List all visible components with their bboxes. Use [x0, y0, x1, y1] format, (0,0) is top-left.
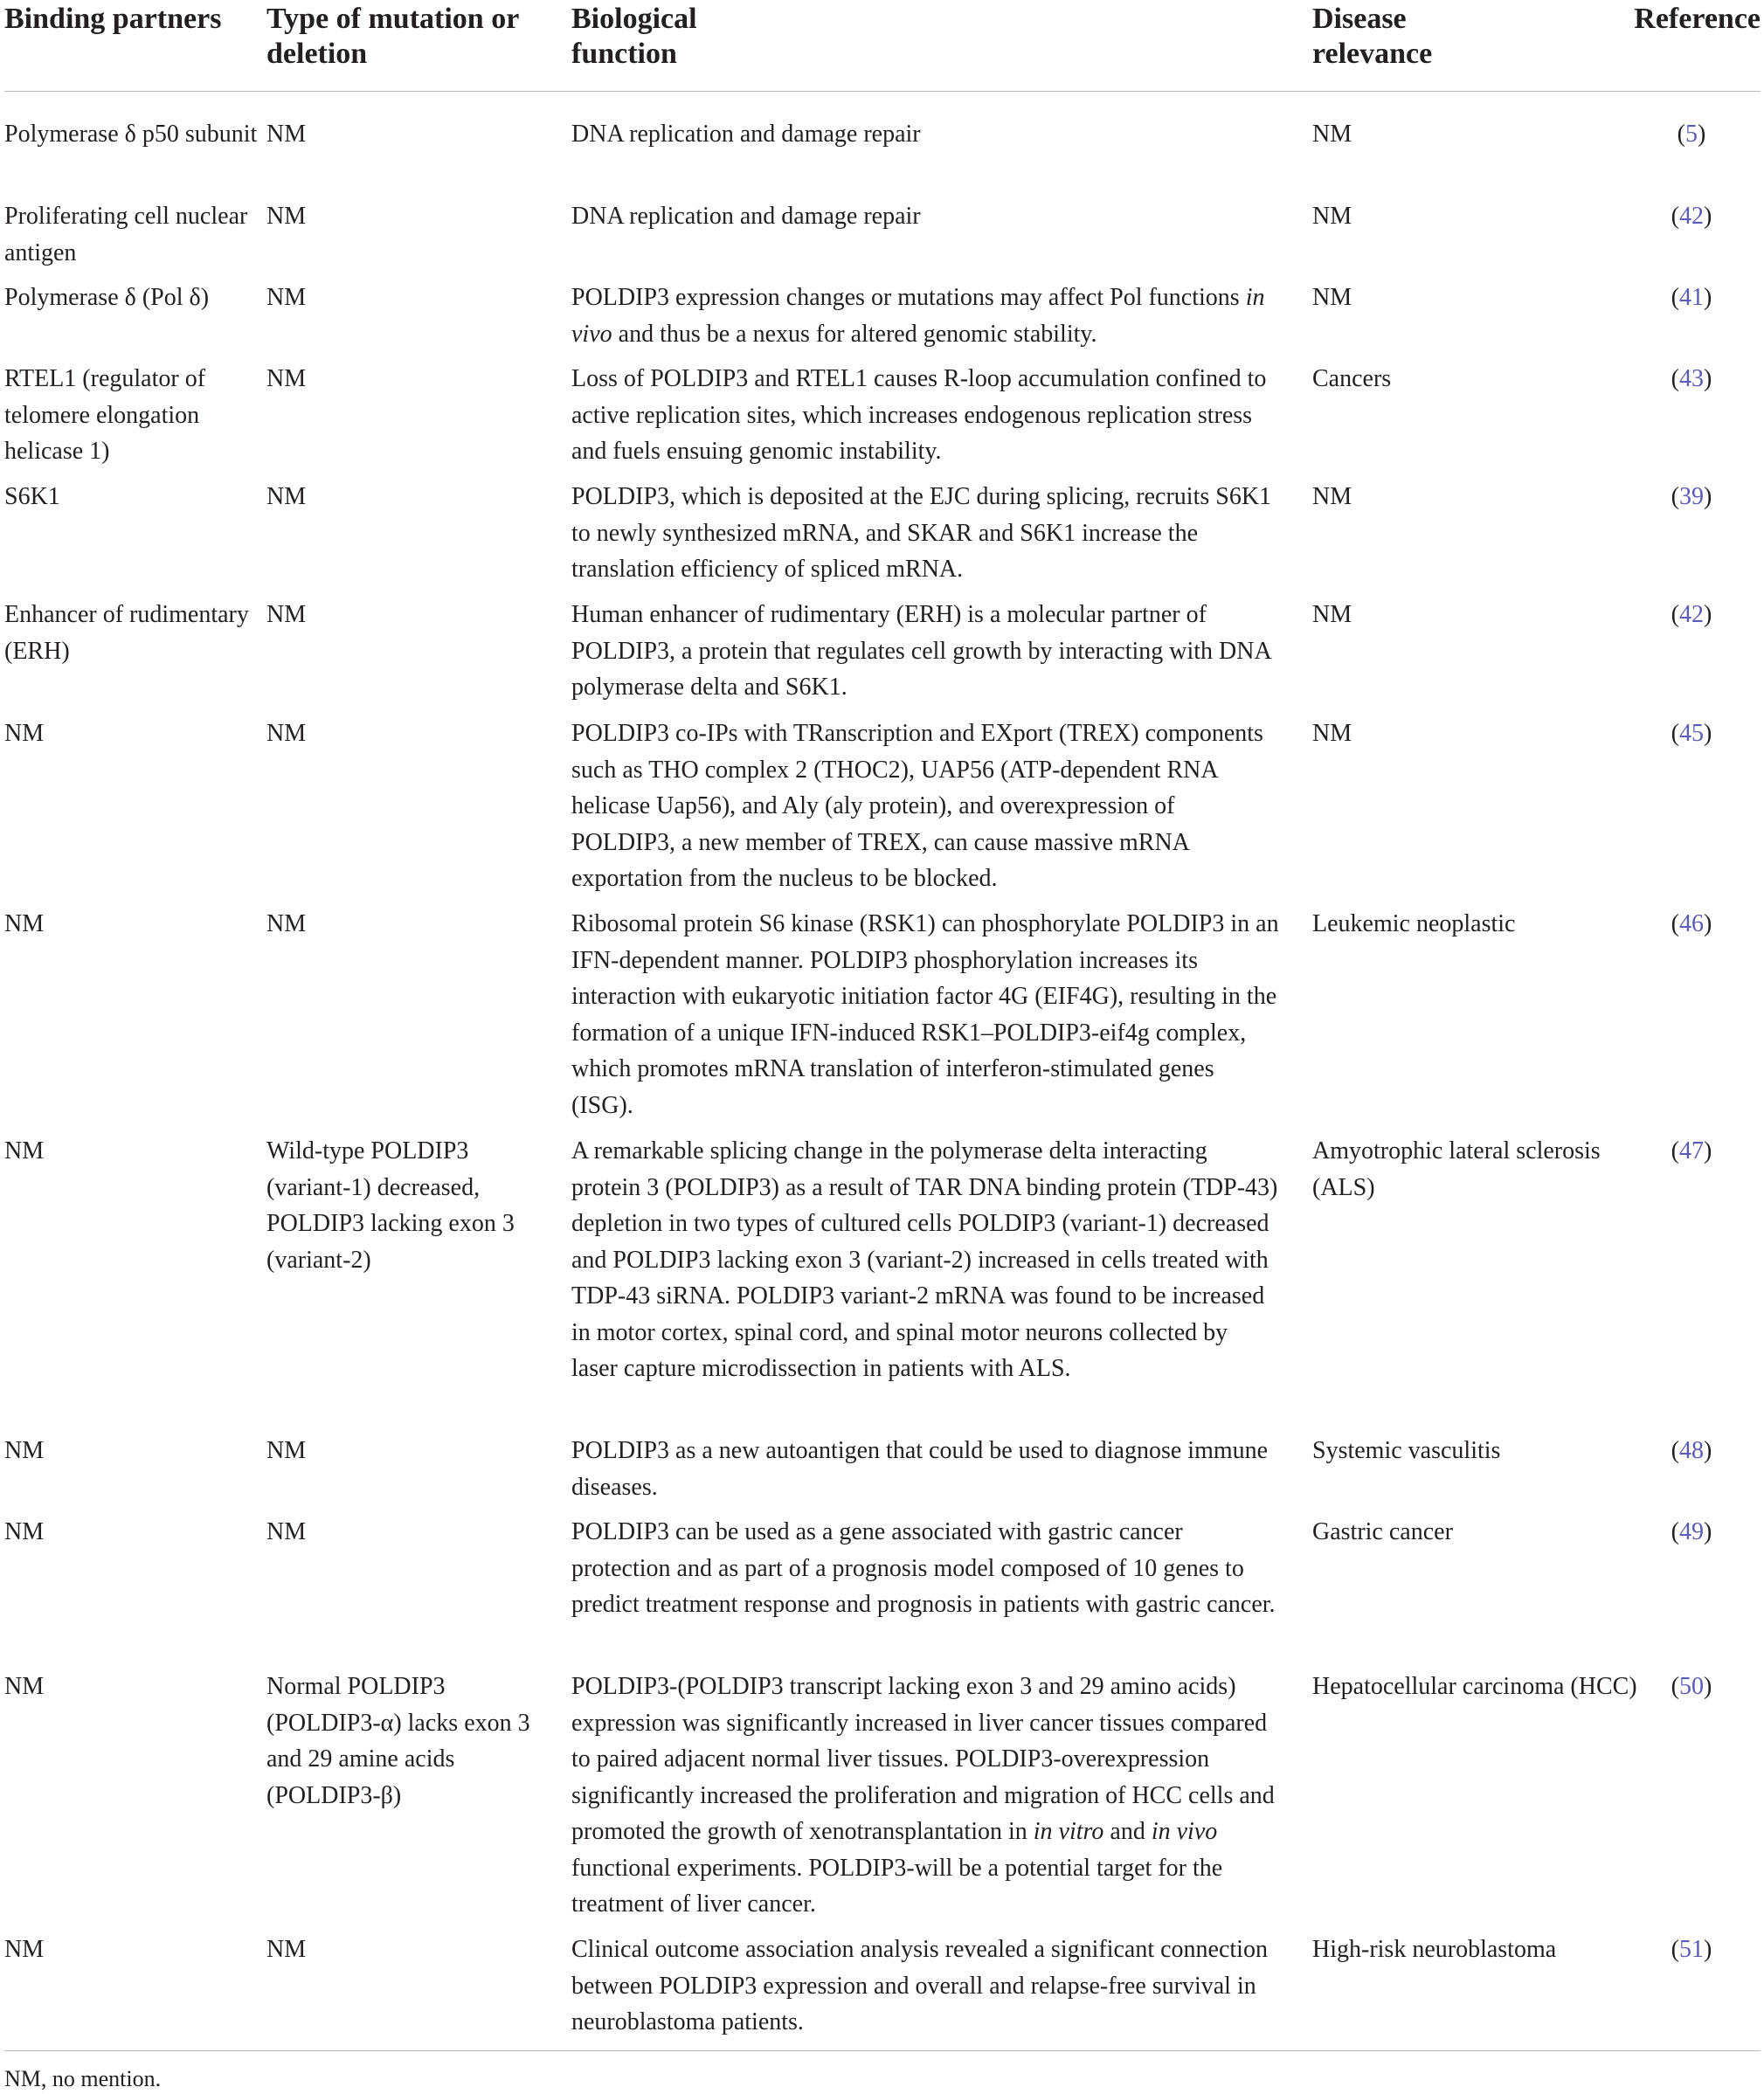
- cell-mutation: NM: [266, 601, 307, 628]
- header-disease-relevance: Disease relevance: [1312, 3, 1433, 70]
- cell-disease: Systemic vasculitis: [1312, 1437, 1501, 1464]
- cell-disease: NM: [1312, 720, 1352, 747]
- cell-disease: Amyotrophic lateral sclerosis (ALS): [1312, 1137, 1601, 1201]
- cell-function: DNA replication and damage repair: [571, 203, 921, 230]
- cell-disease: Leukemic neoplastic: [1312, 910, 1516, 937]
- header-reference: Reference: [1634, 3, 1761, 35]
- cell-function: Clinical outcome association analysis revealed a significant connection between POLDIP3 expression and overall and relapse-free survival in neuroblastoma patients.: [571, 1936, 1268, 2035]
- reference-link[interactable]: 42: [1679, 601, 1704, 628]
- table-row: [4, 597, 1761, 715]
- cell-reference[interactable]: (48): [1671, 1437, 1712, 1464]
- cell-reference[interactable]: (42): [1671, 203, 1712, 230]
- table-row: [4, 1433, 1761, 1514]
- cell-binding-partner: NM: [4, 1137, 45, 1164]
- cell-mutation: NM: [266, 1936, 307, 1963]
- cell-function: POLDIP3 co-IPs with TRanscription and EXport (TREX) components such as THO complex 2 (THOC2), UAP56 (ATP-dependent RNA helicase Uap56), and Aly (aly protein), and overexpression of POLDIP3, a new member of TREX, can cause massive mRNA exportation from the nucleus to be blocked.: [571, 720, 1263, 892]
- reference-link[interactable]: 50: [1679, 1673, 1704, 1700]
- reference-link[interactable]: 48: [1679, 1437, 1704, 1464]
- cell-disease: High-risk neuroblastoma: [1312, 1936, 1557, 1963]
- cell-disease: NM: [1312, 203, 1352, 230]
- table-row: [4, 116, 1761, 198]
- cell-disease: Gastric cancer: [1312, 1518, 1453, 1545]
- reference-link[interactable]: 41: [1679, 284, 1704, 311]
- cell-disease: NM: [1312, 601, 1352, 628]
- cell-reference[interactable]: (41): [1671, 284, 1712, 311]
- cell-mutation: NM: [266, 284, 307, 311]
- cell-function: Ribosomal protein S6 kinase (RSK1) can phosphorylate POLDIP3 in an IFN-dependent manner. POLDIP3 phosphorylation increases its interaction with eukaryotic initiation factor 4G (EIF4G), resulting in the formation of a unique IFN-induced RSK1–POLDIP3-eif4g complex, which promotes mRNA translation of interferon-stimulated genes (ISG).: [571, 910, 1279, 1119]
- cell-binding-partner: Polymerase δ p50 subunit: [4, 121, 258, 148]
- table-row: [4, 1133, 1761, 1433]
- cell-function: POLDIP3-(POLDIP3 transcript lacking exon 3 and 29 amino acids) expression was significantly increased in liver cancer tissues compared to paired adjacent normal liver tissues. POLDIP3-overexpression significantly increased the proliferation and migration of HCC cells and promoted the growth of xenotransplantation in in vitro and in vivo functional experiments. POLDIP3-will be a potential target for the treatment of liver cancer.: [571, 1673, 1275, 1918]
- cell-binding-partner: NM: [4, 910, 45, 937]
- reference-link[interactable]: 5: [1685, 121, 1698, 148]
- cell-binding-partner: NM: [4, 720, 45, 747]
- table-row: [4, 280, 1761, 361]
- cell-mutation: NM: [266, 1437, 307, 1464]
- table-body: [4, 92, 1761, 2054]
- reference-link[interactable]: 47: [1679, 1137, 1704, 1164]
- cell-reference[interactable]: (46): [1671, 910, 1712, 937]
- cell-binding-partner: Polymerase δ (Pol δ): [4, 284, 210, 311]
- data-table: [4, 0, 1761, 2054]
- cell-reference[interactable]: (43): [1671, 365, 1712, 392]
- cell-reference[interactable]: (5): [1677, 121, 1706, 148]
- cell-disease: Cancers: [1312, 365, 1392, 392]
- cell-function: POLDIP3 expression changes or mutations may affect Pol functions in vivo and thus be a nexus for altered genomic stability.: [571, 284, 1265, 348]
- header-binding-partners: Binding partners: [4, 3, 222, 35]
- reference-link[interactable]: 49: [1679, 1518, 1704, 1545]
- cell-function: Loss of POLDIP3 and RTEL1 causes R-loop accumulation confined to active replication sites, which increases endogenous replication stress and fuels ensuing genomic instability.: [571, 365, 1267, 465]
- cell-mutation: NM: [266, 1518, 307, 1545]
- cell-reference[interactable]: (45): [1671, 720, 1712, 747]
- table-row: [4, 361, 1761, 479]
- table-row: [4, 479, 1761, 597]
- cell-mutation: NM: [266, 483, 307, 510]
- table-bottom-rule: [4, 2050, 1761, 2051]
- cell-binding-partner: NM: [4, 1936, 45, 1963]
- table-row: [4, 198, 1761, 280]
- reference-link[interactable]: 39: [1679, 483, 1704, 510]
- table-row: [4, 1514, 1761, 1669]
- cell-binding-partner: NM: [4, 1437, 45, 1464]
- reference-link[interactable]: 45: [1679, 720, 1704, 747]
- cell-function: Human enhancer of rudimentary (ERH) is a molecular partner of POLDIP3, a protein that regulates cell growth by interacting with DNA polymerase delta and S6K1.: [571, 601, 1271, 701]
- cell-function: DNA replication and damage repair: [571, 121, 921, 148]
- header-type-of-mutation: Type of mutation or deletion: [266, 3, 519, 70]
- cell-binding-partner: NM: [4, 1518, 45, 1545]
- cell-reference[interactable]: (39): [1671, 483, 1712, 510]
- cell-reference[interactable]: (49): [1671, 1518, 1712, 1545]
- cell-disease: NM: [1312, 121, 1352, 148]
- cell-mutation: NM: [266, 121, 307, 148]
- table-header: [4, 0, 1761, 92]
- cell-mutation: NM: [266, 720, 307, 747]
- cell-function: POLDIP3, which is deposited at the EJC during splicing, recruits S6K1 to newly synthesized mRNA, and SKAR and S6K1 increase the translation efficiency of spliced mRNA.: [571, 483, 1272, 583]
- table-row: [4, 1932, 1761, 2054]
- cell-binding-partner: Proliferating cell nuclear antigen: [4, 203, 248, 266]
- header-biological-function: Biological function: [571, 3, 697, 70]
- cell-disease: Hepatocellular carcinoma (HCC): [1312, 1673, 1637, 1700]
- cell-function: POLDIP3 as a new autoantigen that could be used to diagnose immune diseases.: [571, 1437, 1269, 1501]
- reference-link[interactable]: 42: [1679, 203, 1704, 230]
- cell-mutation: NM: [266, 910, 307, 937]
- cell-function: A remarkable splicing change in the polymerase delta interacting protein 3 (POLDIP3) as a result of TAR DNA binding protein (TDP-43) depletion in two types of cultured cells POLDIP3 (variant-1) decreased and POLDIP3 lacking exon 3 (variant-2) increased in cells treated with TDP-43 siRNA. POLDIP3 variant-2 mRNA was found to be increased in motor cortex, spinal cord, and spinal motor neurons collected by laser capture microdissection in patients with ALS.: [571, 1137, 1278, 1382]
- reference-link[interactable]: 43: [1679, 365, 1704, 392]
- table-row: [4, 906, 1761, 1133]
- table-row: [4, 1669, 1761, 1932]
- cell-mutation: Wild-type POLDIP3 (variant-1) decreased, POLDIP3 lacking exon 3 (variant-2): [266, 1137, 515, 1274]
- cell-binding-partner: NM: [4, 1673, 45, 1700]
- cell-binding-partner: S6K1: [4, 483, 60, 510]
- cell-disease: NM: [1312, 483, 1352, 510]
- cell-binding-partner: RTEL1 (regulator of telomere elongation helicase 1): [4, 365, 206, 465]
- cell-reference[interactable]: (42): [1671, 601, 1712, 628]
- cell-mutation: Normal POLDIP3 (POLDIP3-α) lacks exon 3 and 29 amine acids (POLDIP3-β): [266, 1673, 530, 1809]
- cell-reference[interactable]: (47): [1671, 1137, 1712, 1164]
- cell-mutation: NM: [266, 203, 307, 230]
- reference-link[interactable]: 46: [1679, 910, 1704, 937]
- cell-binding-partner: Enhancer of rudimentary (ERH): [4, 601, 249, 665]
- cell-function: POLDIP3 can be used as a gene associated with gastric cancer protection and as part of a prognosis model composed of 10 genes to predict treatment response and prognosis in patients with gastric cancer.: [571, 1518, 1276, 1618]
- cell-reference[interactable]: (50): [1671, 1673, 1712, 1700]
- reference-link[interactable]: 51: [1679, 1936, 1704, 1963]
- table-row: [4, 715, 1761, 906]
- cell-reference[interactable]: (51): [1671, 1936, 1712, 1963]
- table-footnote: NM, no mention.: [4, 2066, 162, 2091]
- cell-mutation: NM: [266, 365, 307, 392]
- cell-disease: NM: [1312, 284, 1352, 311]
